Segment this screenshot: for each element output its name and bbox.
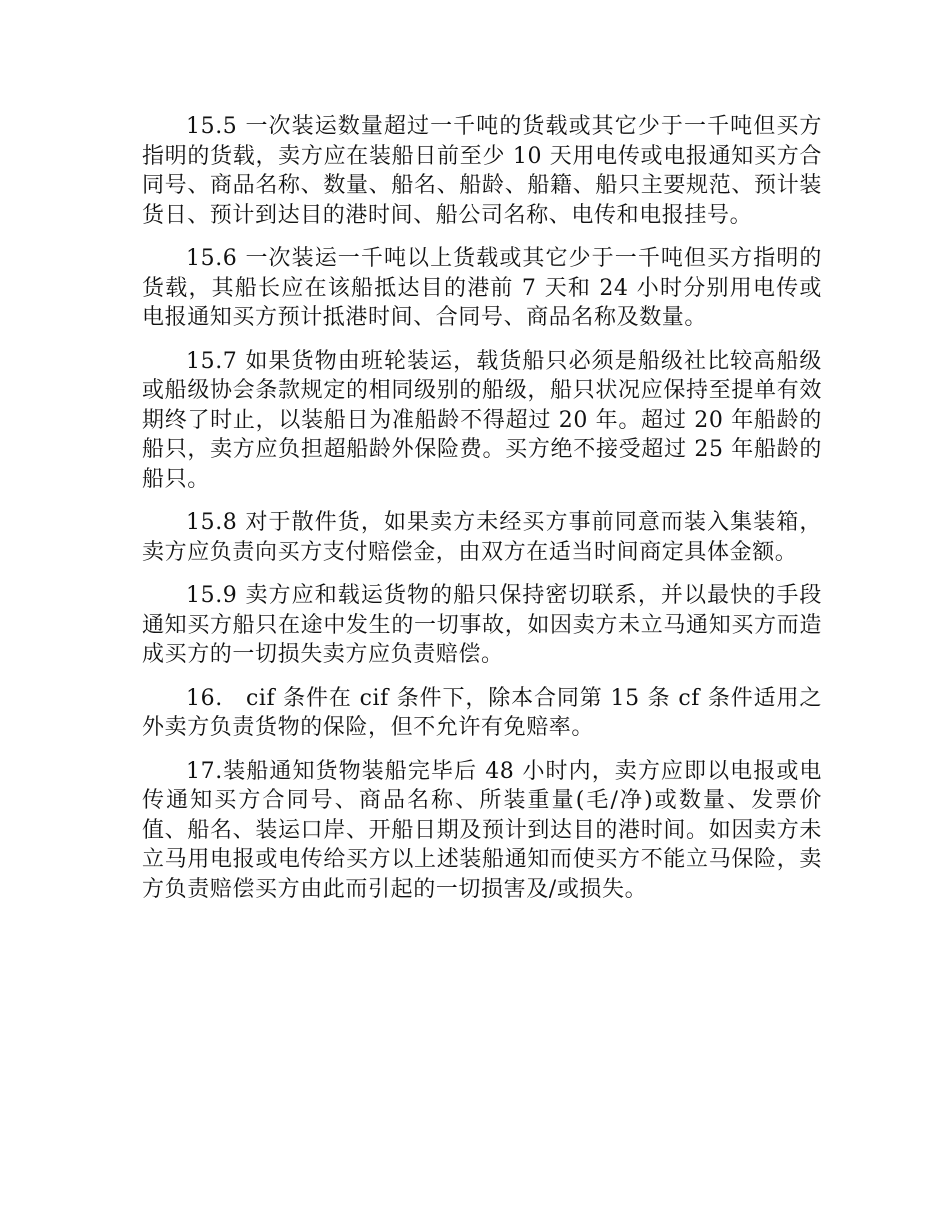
clause-15-7: 15.7 如果货物由班轮装运，载货船只必须是船级社比较高船级或船级协会条款规定的相同级别的船级，船只状况应保持至提单有效期终了时止，以装船日为准船龄不得超过 20 年。超过 20 年船龄的船只，卖方应负担超船龄外保险费。买方绝不接受超过 25 年船龄的船只。: [142, 348, 822, 492]
clause-15-6: 15.6 一次装运一千吨以上货载或其它少于一千吨但买方指明的货载，其船长应在该船抵达目的港前 7 天和 24 小时分别用电传或电报通知买方预计抵港时间、合同号、商品名称及数量。: [142, 246, 822, 330]
clause-15-9: 15.9 卖方应和载运货物的船只保持密切联系，并以最快的手段通知买方船只在途中发生的一切事故，如因卖方未立马通知买方而造成买方的一切损失卖方应负责赔偿。: [142, 583, 822, 667]
clause-15-5: 15.5 一次装运数量超过一千吨的货载或其它少于一千吨但买方指明的货载，卖方应在装船日前至少 10 天用电传或电报通知买方合同号、商品名称、数量、船名、船龄、船籍、船只主要规范、预计装货日、预计到达目的港时间、船公司名称、电传和电报挂号。: [142, 114, 822, 228]
clause-17: 17.装船通知货物装船完毕后 48 小时内，卖方应即以电报或电传通知买方合同号、商品名称、所装重量(毛/净)或数量、发票价值、船名、装运口岸、开船日期及预计到达目的港时间。如因卖方未立马用电报或电传给买方以上述装船通知而使买方不能立马保险，卖方负责赔偿买方由此而引起的一切损害及/或损失。: [142, 758, 822, 902]
clause-16: 16. cif 条件在 cif 条件下，除本合同第 15 条 cf 条件适用之外卖方负责货物的保险，但不允许有免赔率。: [142, 685, 822, 740]
clause-15-8: 15.8 对于散件货，如果卖方未经买方事前同意而装入集装箱，卖方应负责向买方支付赔偿金，由双方在适当时间商定具体金额。: [142, 510, 822, 565]
document-body: [142, 112, 822, 918]
